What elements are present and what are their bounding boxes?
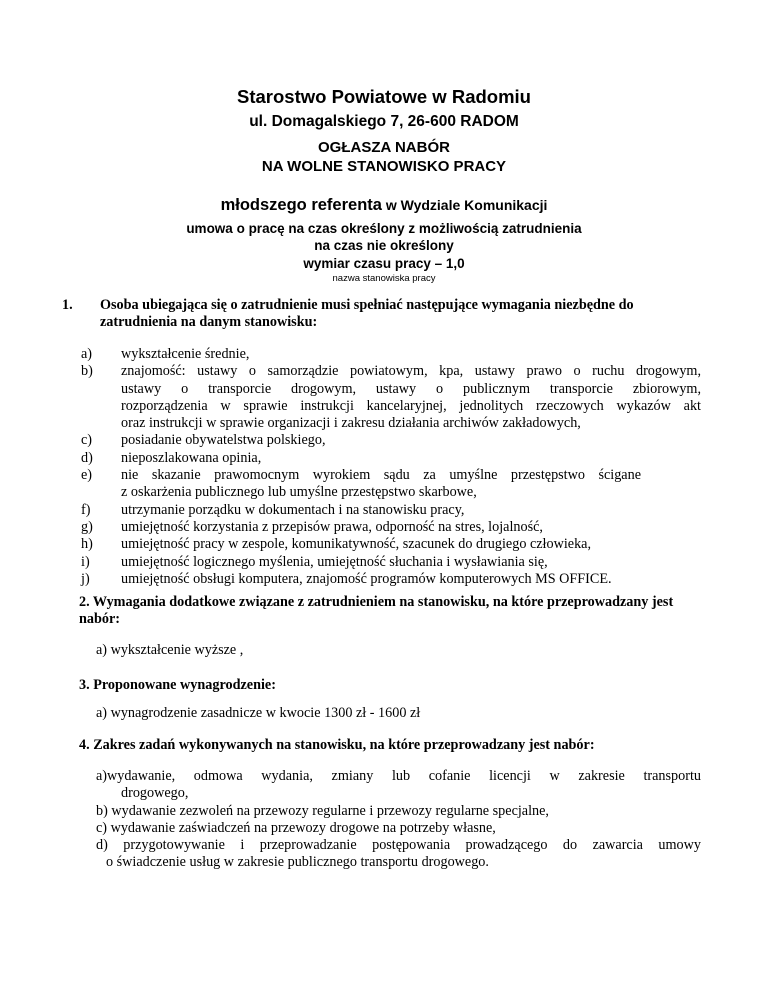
list-item-text: d) przygotowywanie i przeprowadzanie postępowania prowadzącego do zawarcia umowy bbox=[96, 837, 701, 854]
list-item bbox=[81, 346, 701, 363]
list-item bbox=[81, 554, 701, 571]
section-1-title: Osoba ubiegająca się o zatrudnienie musi spełniać następujące wymagania niezbędne do zatrudnienia na danym stanowisku: bbox=[100, 297, 634, 330]
list-item-text: b) wydawanie zezwoleń na przewozy regularne i przewozy regularne specjalne, bbox=[96, 802, 549, 819]
list-item-text: oraz instrukcji w sprawie organizacji i zakresu działania archiwów zakładowych, bbox=[121, 415, 581, 432]
list-item-text: c) wydawanie zaświadczeń na przewozy drogowe na potrzeby własne, bbox=[96, 819, 496, 836]
worktime-line: wymiar czasu pracy – 1,0 bbox=[303, 256, 465, 271]
list-marker: c) bbox=[81, 432, 93, 449]
list-item bbox=[96, 837, 701, 872]
list-item-text: o świadczenie usług w zakresie publicznego transportu drogowego. bbox=[106, 854, 489, 871]
list-marker: g) bbox=[81, 518, 93, 535]
list-item-text: rozporządzenia w sprawie instrukcji kancelaryjnej, jednolitych rzeczowych wykazów akt bbox=[121, 397, 701, 414]
section-1-number: 1. bbox=[62, 297, 73, 313]
contract-line-1: umowa o pracę na czas określony z możliwością zatrudnienia bbox=[186, 221, 582, 236]
announcement-line-2: NA WOLNE STANOWISKO PRACY bbox=[261, 158, 507, 175]
position-title: młodszego referenta bbox=[220, 196, 382, 214]
list-item-text: umiejętność korzystania z przepisów prawa, odporność na stres, lojalność, bbox=[121, 518, 543, 535]
contract-line-2: na czas nie określony bbox=[314, 238, 454, 253]
list-item bbox=[96, 820, 701, 837]
section-4-title: 4. Zakres zadań wykonywanych na stanowisku, na które przeprowadzany jest nabór: bbox=[79, 737, 595, 753]
list-marker: a) bbox=[81, 346, 93, 362]
list-item: a) wynagrodzenie zasadnicze w kwocie 1300 zł - 1600 zł bbox=[96, 705, 421, 721]
list-item bbox=[81, 571, 701, 588]
additional-requirements-list bbox=[96, 642, 696, 659]
requirements-list bbox=[81, 346, 701, 588]
list-item bbox=[81, 519, 701, 536]
list-item bbox=[81, 432, 701, 449]
office-address: ul. Domagalskiego 7, 26-600 RADOM bbox=[249, 113, 519, 130]
list-item-text: z oskarżenia publicznego lub umyślne przestępstwo skarbowe, bbox=[121, 484, 477, 501]
list-item bbox=[96, 768, 701, 803]
list-item-text: ustawy o transporcie drogowym, ustawy o publicznym transporcie zbiorowym, bbox=[121, 380, 701, 397]
list-item-text: utrzymanie porządku w dokumentach i na stanowisku pracy, bbox=[121, 501, 465, 518]
list-item-text: drogowego, bbox=[121, 785, 189, 802]
list-item-text: nie skazanie prawomocnym wyrokiem sądu za umyślne przestępstwo ścigane bbox=[121, 467, 641, 484]
duties-list bbox=[96, 768, 701, 872]
list-item bbox=[81, 450, 701, 467]
list-item-text: umiejętność logicznego myślenia, umiejętność słuchania i wysławiania się, bbox=[121, 553, 548, 570]
list-item bbox=[81, 467, 701, 502]
list-item bbox=[81, 363, 701, 432]
list-marker: h) bbox=[81, 536, 93, 553]
list-item-text: nieposzlakowana opinia, bbox=[121, 449, 262, 466]
list-item: a) wykształcenie wyższe , bbox=[96, 642, 244, 658]
list-item bbox=[81, 502, 701, 519]
list-marker: e) bbox=[81, 467, 93, 484]
office-name: Starostwo Powiatowe w Radomiu bbox=[237, 86, 531, 107]
salary-list bbox=[96, 705, 696, 722]
list-item-text: znajomość: ustawy o samorządzie powiatowym, kpa, ustawy prawo o ruchu drogowym, bbox=[121, 363, 701, 380]
list-item-text: posiadanie obywatelstwa polskiego, bbox=[121, 432, 326, 449]
list-item bbox=[81, 536, 701, 553]
list-marker: j) bbox=[81, 570, 90, 587]
list-marker: f) bbox=[81, 501, 91, 518]
position-department: w Wydziale Komunikacji bbox=[381, 197, 548, 213]
position-heading bbox=[0, 196, 768, 215]
list-item-text: a)wydawanie, odmowa wydania, zmiany lub cofanie licencji w zakresie transportu bbox=[96, 768, 701, 784]
list-marker: b) bbox=[81, 363, 93, 380]
position-caption: nazwa stanowiska pracy bbox=[332, 273, 436, 284]
list-item bbox=[96, 803, 701, 820]
announcement-line-1: OGŁASZA NABÓR bbox=[318, 139, 450, 156]
list-item-text: umiejętność obsługi komputera, znajomość programów komputerowych MS OFFICE. bbox=[121, 570, 612, 587]
list-item-text: umiejętność pracy w zespole, komunikatywność, szacunek do drugiego człowieka, bbox=[121, 536, 592, 553]
list-marker: d) bbox=[81, 449, 93, 466]
section-2-title: 2. Wymagania dodatkowe związane z zatrudnieniem na stanowisku, na które przeprowadzany jest nabór: bbox=[79, 594, 674, 627]
list-marker: i) bbox=[81, 553, 90, 570]
list-item-text: wykształcenie średnie, bbox=[121, 346, 250, 362]
section-3-title: 3. Proponowane wynagrodzenie: bbox=[79, 677, 276, 693]
